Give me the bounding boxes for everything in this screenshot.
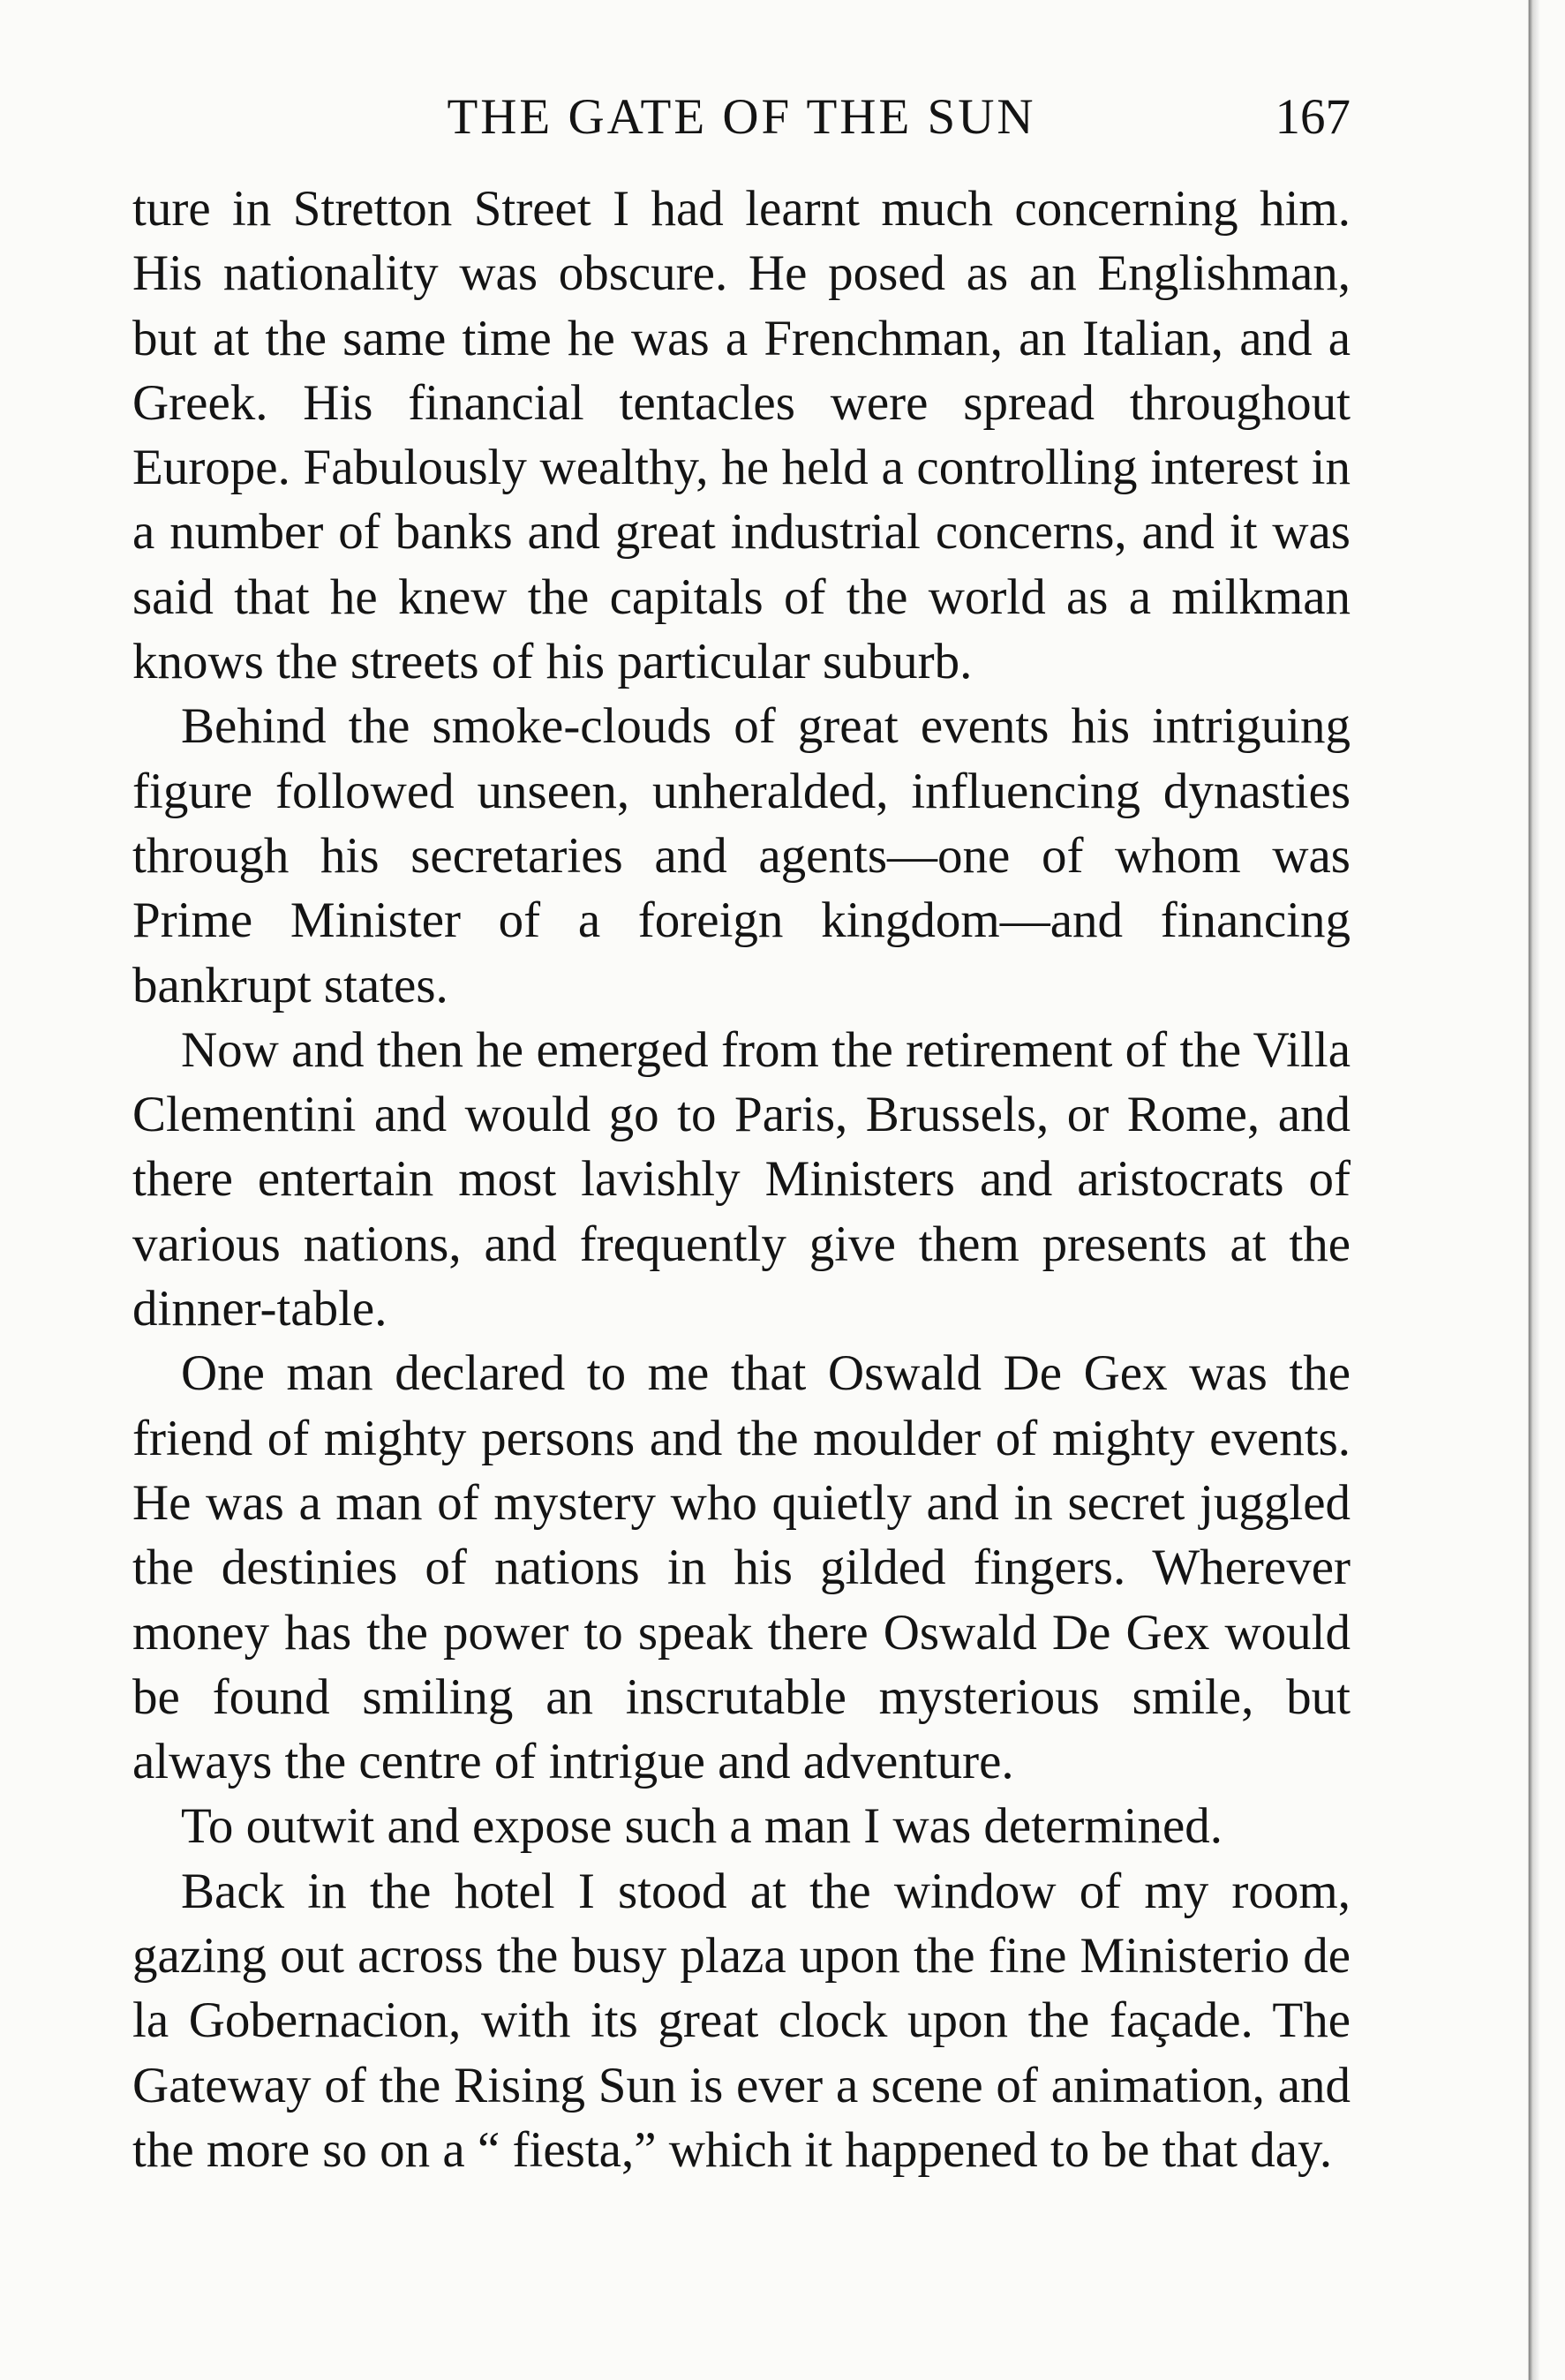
running-head bbox=[132, 87, 1351, 148]
page-edge-shadow bbox=[1503, 0, 1565, 2380]
paragraph-3: Now and then he emerged from the retirement of the Villa Clementini and would go to Paris, Brussels, or Rome, and there entertain most lavishly Ministers and aristocrats of various nations, and frequently give them presents at the dinner-table. bbox=[132, 1021, 1351, 1337]
paragraph-1: ture in Stretton Street I had learnt much concerning him. His nationality was obscure. He posed as an Englishman, but at the same time he was a Frenchman, an Italian, and a Greek. His financial tentacles were spread throughout Europe. Fabulously wealthy, he held a controlling interest in a number of banks and great industrial concerns, and it was said that he knew the capitals of the world as a milkman knows the streets of his particular suburb. bbox=[132, 181, 1351, 690]
paragraph-6: Back in the hotel I stood at the window of my room, gazing out across the busy plaza upon the fine Ministerio de la Gobernacion, with its great clock upon the façade. The Gateway of the Rising Sun is ever a scene of animation, and the more so on a “ fiesta,” which it happened to be that day. bbox=[132, 1863, 1351, 2178]
paragraph-5: To outwit and expose such a man I was determined. bbox=[181, 1798, 1223, 1855]
running-title: THE GATE OF THE SUN bbox=[447, 89, 1036, 145]
paragraph-2: Behind the smoke-clouds of great events his intriguing figure followed unseen, unheralded, influencing dynasties through his secretaries and agents—one of whom was Prime Minister of a foreign kingdom—and financing bankrupt states. bbox=[132, 698, 1351, 1013]
page-number: 167 bbox=[1275, 89, 1351, 145]
body-text bbox=[132, 177, 1351, 2182]
paragraph-4: One man declared to me that Oswald De Gex was the friend of mighty persons and the moulder of mighty events. He was a man of mystery who quietly and in secret juggled the destinies of nations in his gilded fingers. Wherever money has the power to speak there Oswald De Gex would be found smiling an inscrutable mysterious smile, but always the centre of intrigue and adventure. bbox=[132, 1345, 1351, 1790]
